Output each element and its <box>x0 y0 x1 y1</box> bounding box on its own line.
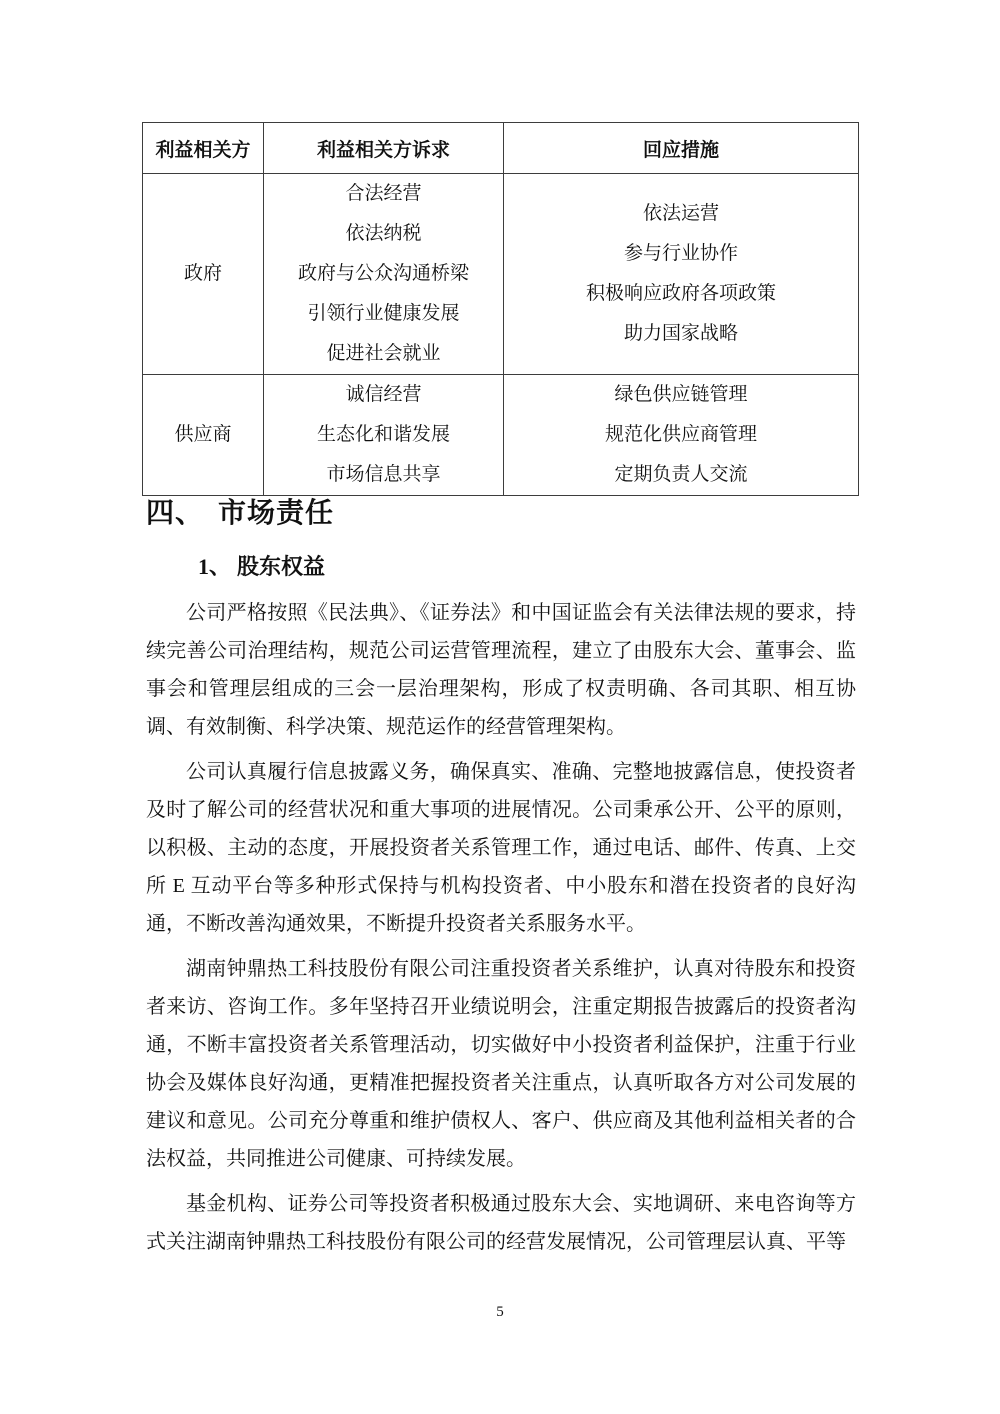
subsection-heading-title: 股东权益 <box>237 554 326 579</box>
demand-item: 市场信息共享 <box>326 464 441 485</box>
header-stakeholder: 利益相关方 <box>143 123 264 174</box>
response-item: 绿色供应链管理 <box>614 384 748 405</box>
response-item: 参与行业协作 <box>623 243 738 264</box>
body-paragraph: 湖南钟鼎热工科技股份有限公司注重投资者关系维护，认真对待股东和投资者来访、咨询工作。多年坚持召开业绩说明会，注重定期报告披露后的投资者沟通，不断丰富投资者关系管理活动，切实做好中小投资者利益保护，注重于行业协会及媒体良好沟通，更精准把握投资者关注重点，认真听取各方对公司发展的建议和意见。公司充分尊重和维护债权人、客户、供应商及其他利益相关者的合法权益，共同推进公司健康、可持续发展。 <box>146 958 856 1170</box>
subsection-heading <box>198 552 856 582</box>
response-item: 积极响应政府各项政策 <box>585 283 776 304</box>
header-demands: 利益相关方诉求 <box>264 123 504 174</box>
response-item: 依法运营 <box>642 203 719 224</box>
responses-cell <box>504 174 859 375</box>
demands-cell <box>264 375 504 496</box>
response-item: 定期负责人交流 <box>614 464 748 485</box>
body-paragraph: 基金机构、证券公司等投资者积极通过股东大会、实地调研、来电咨询等方式关注湖南钟鼎热工科技股份有限公司的经营发展情况，公司管理层认真、平等 <box>146 1193 856 1253</box>
header-responses: 回应措施 <box>504 123 859 174</box>
demands-cell <box>264 174 504 375</box>
demand-item: 促进社会就业 <box>326 343 441 364</box>
demand-item: 诚信经营 <box>345 384 422 405</box>
section-heading-numeral: 四、 <box>146 498 205 529</box>
stakeholder-table <box>142 122 859 496</box>
stakeholder-cell <box>143 174 264 375</box>
demand-item: 引领行业健康发展 <box>307 303 460 324</box>
table-row-supplier <box>143 375 859 496</box>
section-heading <box>146 496 856 532</box>
demand-item: 合法经营 <box>345 183 422 204</box>
section-heading-title: 市场责任 <box>218 498 335 529</box>
subsection-heading-numeral: 1、 <box>198 554 232 579</box>
page-number: 5 <box>496 1304 504 1320</box>
responses-cell <box>504 375 859 496</box>
stakeholder-cell <box>143 375 264 496</box>
stakeholder-label: 供应商 <box>174 424 232 445</box>
table-header-row <box>143 123 859 174</box>
demand-item: 政府与公众沟通桥梁 <box>297 263 469 284</box>
stakeholder-label: 政府 <box>183 263 222 284</box>
document-body <box>146 496 856 1268</box>
response-item: 助力国家战略 <box>623 323 738 344</box>
demand-item: 生态化和谐发展 <box>316 424 450 445</box>
response-item: 规范化供应商管理 <box>604 424 757 445</box>
body-paragraph: 公司认真履行信息披露义务，确保真实、准确、完整地披露信息，使投资者及时了解公司的经营状况和重大事项的进展情况。公司秉承公开、公平的原则，以积极、主动的态度，开展投资者关系管理工作，通过电话、邮件、传真、上交所 E 互动平台等多种形式保持与机构投资者、中小股东和潜在投资者的良好沟通，不断改善沟通效果，不断提升投资者关系服务水平。 <box>146 761 856 935</box>
table-row-government <box>143 174 859 375</box>
demand-item: 依法纳税 <box>345 223 422 244</box>
body-paragraph: 公司严格按照《民法典》、《证券法》和中国证监会有关法律法规的要求，持续完善公司治理结构，规范公司运营管理流程，建立了由股东大会、董事会、监事会和管理层组成的三会一层治理架构，形成了权责明确、各司其职、相互协调、有效制衡、科学决策、规范运作的经营管理架构。 <box>146 602 856 738</box>
